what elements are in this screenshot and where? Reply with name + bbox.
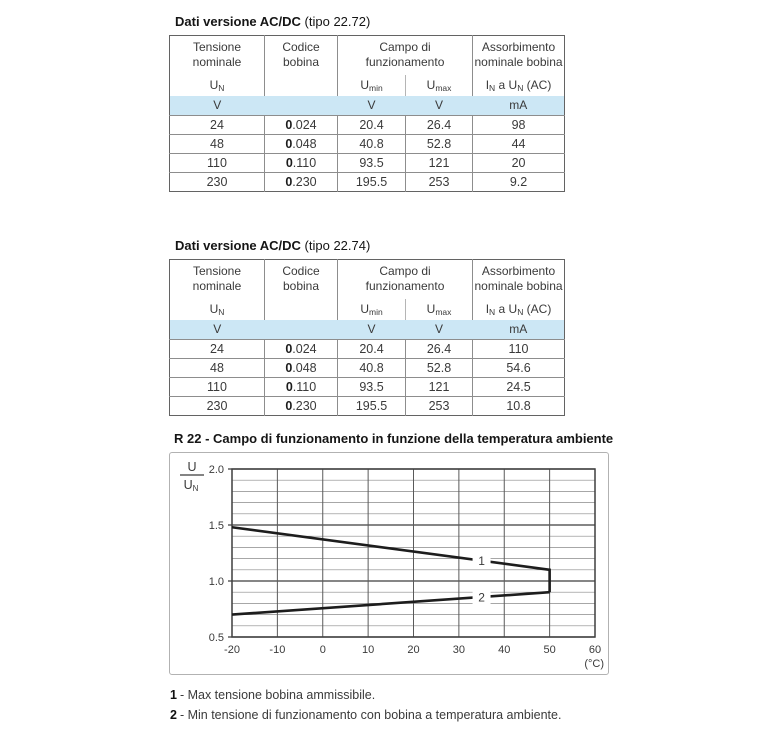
col-header-campo: Campo di funzionamento bbox=[338, 260, 473, 299]
cell-umin: 195.5 bbox=[338, 173, 406, 192]
cell-absorb: 44 bbox=[473, 135, 565, 154]
header-row-symbols bbox=[170, 75, 565, 96]
cell-codice: 0.110 bbox=[265, 154, 338, 173]
symbol-in: $I_N$ a $U_N$ (AC) bbox=[473, 75, 565, 96]
cell-umin: 40.8 bbox=[338, 359, 406, 378]
series-line-1 bbox=[232, 527, 550, 592]
col-header-tensione: Tensione nominale bbox=[192, 264, 242, 294]
cell-codice: 0.230 bbox=[265, 173, 338, 192]
symbol-umin: $U_{min}$ bbox=[338, 299, 406, 320]
cell-absorb: 54.6 bbox=[473, 359, 565, 378]
cell-absorb: 24.5 bbox=[473, 378, 565, 397]
cell-un: 24 bbox=[170, 116, 265, 135]
cell-umax: 121 bbox=[406, 378, 473, 397]
chart-canvas bbox=[170, 453, 607, 673]
cell-absorb: 110 bbox=[473, 340, 565, 359]
symbol-umin: $U_{min}$ bbox=[338, 75, 406, 96]
table-row bbox=[170, 173, 565, 192]
cell-umin: 93.5 bbox=[338, 378, 406, 397]
cell-umax: 26.4 bbox=[406, 340, 473, 359]
cell-un: 48 bbox=[170, 359, 265, 378]
unit-cell: V bbox=[406, 320, 473, 340]
cell-umax: 253 bbox=[406, 173, 473, 192]
table-title-bold: Dati versione AC/DC bbox=[175, 238, 301, 253]
header-row-main bbox=[170, 36, 565, 75]
y-tick-label: 1.5 bbox=[208, 520, 224, 532]
col-header-tensione: Tensione nominale bbox=[192, 40, 242, 70]
cell-codice: 0.048 bbox=[265, 359, 338, 378]
operating-range-chart bbox=[169, 452, 609, 675]
y-tick-label: 2.0 bbox=[208, 464, 224, 476]
header-row-main bbox=[170, 260, 565, 299]
cell-umin: 195.5 bbox=[338, 397, 406, 416]
cell-umin: 93.5 bbox=[338, 154, 406, 173]
symbol-in: $I_N$ a $U_N$ (AC) bbox=[473, 299, 565, 320]
x-tick-label: 0 bbox=[319, 644, 326, 656]
x-tick-label: 20 bbox=[407, 644, 420, 656]
x-axis-unit: (°C) bbox=[584, 658, 604, 670]
y-tick-label: 0.5 bbox=[208, 632, 224, 644]
unit-cell: V bbox=[338, 96, 406, 116]
cell-un: 48 bbox=[170, 135, 265, 154]
col-header-assorbimento: Assorbimento nominale bobina bbox=[473, 260, 565, 299]
x-tick-label: 30 bbox=[452, 644, 465, 656]
cell-umax: 121 bbox=[406, 154, 473, 173]
table-title-suffix: (tipo 22.72) bbox=[300, 14, 371, 29]
cell-absorb: 10.8 bbox=[473, 397, 565, 416]
cell-umax: 52.8 bbox=[406, 135, 473, 154]
header-row-symbols bbox=[170, 299, 565, 320]
table-row bbox=[170, 397, 565, 416]
note-curve-1: 1 - Max tensione bobina ammissibile. bbox=[170, 688, 376, 702]
cell-un: 24 bbox=[170, 340, 265, 359]
x-tick-label: 60 bbox=[588, 644, 602, 656]
unit-cell: V bbox=[338, 320, 406, 340]
cell-umax: 26.4 bbox=[406, 116, 473, 135]
cell-absorb: 20 bbox=[473, 154, 565, 173]
cell-umin: 40.8 bbox=[338, 135, 406, 154]
symbol-umax: $U_{max}$ bbox=[406, 299, 473, 320]
unit-cell: V bbox=[170, 96, 265, 116]
cell-un: 230 bbox=[170, 397, 265, 416]
unit-cell: mA bbox=[473, 320, 565, 340]
x-tick-label: 10 bbox=[362, 644, 375, 656]
col-header-codice: Codice bobina bbox=[265, 260, 338, 299]
unit-cell: mA bbox=[473, 96, 565, 116]
coil-data-table-2272 bbox=[169, 35, 565, 192]
note-curve-2: 2 - Min tensione di funzionamento con bobina a temperatura ambiente. bbox=[170, 708, 562, 722]
symbol-empty bbox=[265, 299, 338, 320]
cell-codice: 0.048 bbox=[265, 135, 338, 154]
unit-cell: V bbox=[406, 96, 473, 116]
units-row bbox=[170, 96, 565, 116]
cell-umax: 52.8 bbox=[406, 359, 473, 378]
cell-umin: 20.4 bbox=[338, 340, 406, 359]
x-tick-label: -10 bbox=[269, 644, 286, 656]
cell-un: 230 bbox=[170, 173, 265, 192]
symbol-empty bbox=[265, 75, 338, 96]
table-row bbox=[170, 340, 565, 359]
table-row bbox=[170, 378, 565, 397]
col-header-assorbimento: Assorbimento nominale bobina bbox=[473, 36, 565, 75]
chart-notes bbox=[170, 685, 768, 725]
coil-data-table-2274 bbox=[169, 259, 565, 416]
cell-codice: 0.230 bbox=[265, 397, 338, 416]
table-title-2272 bbox=[175, 14, 768, 29]
x-tick-label: 50 bbox=[543, 644, 556, 656]
table-row bbox=[170, 135, 565, 154]
cell-umin: 20.4 bbox=[338, 116, 406, 135]
cell-un: 110 bbox=[170, 154, 265, 173]
y-axis-label-denominator: UN bbox=[183, 478, 199, 493]
cell-codice: 0.024 bbox=[265, 116, 338, 135]
cell-absorb: 98 bbox=[473, 116, 565, 135]
y-tick-label: 1.0 bbox=[208, 576, 224, 588]
symbol-un: $U_N$ bbox=[209, 301, 225, 317]
table-title-bold: Dati versione AC/DC bbox=[175, 14, 301, 29]
chart-title: R 22 - Campo di funzionamento in funzione della temperatura ambiente bbox=[174, 431, 614, 446]
cell-umax: 253 bbox=[406, 397, 473, 416]
cell-absorb: 9.2 bbox=[473, 173, 565, 192]
x-tick-label: 40 bbox=[498, 644, 511, 656]
table-row bbox=[170, 154, 565, 173]
cell-codice: 0.024 bbox=[265, 340, 338, 359]
table-title-2274 bbox=[175, 238, 768, 253]
col-header-campo: Campo di funzionamento bbox=[338, 36, 473, 75]
table-row bbox=[170, 359, 565, 378]
x-tick-label: -20 bbox=[224, 644, 240, 656]
table-row bbox=[170, 116, 565, 135]
series-label-2: 2 bbox=[478, 590, 485, 605]
y-axis-label-numerator: U bbox=[187, 460, 197, 474]
cell-codice: 0.110 bbox=[265, 378, 338, 397]
units-row bbox=[170, 320, 565, 340]
unit-cell bbox=[265, 320, 338, 340]
unit-cell bbox=[265, 96, 338, 116]
cell-un: 110 bbox=[170, 378, 265, 397]
symbol-umax: $U_{max}$ bbox=[406, 75, 473, 96]
series-label-1: 1 bbox=[478, 554, 485, 569]
table-title-suffix: (tipo 22.74) bbox=[300, 238, 371, 253]
symbol-un: $U_N$ bbox=[209, 77, 225, 93]
unit-cell: V bbox=[170, 320, 265, 340]
col-header-codice: Codice bobina bbox=[265, 36, 338, 75]
